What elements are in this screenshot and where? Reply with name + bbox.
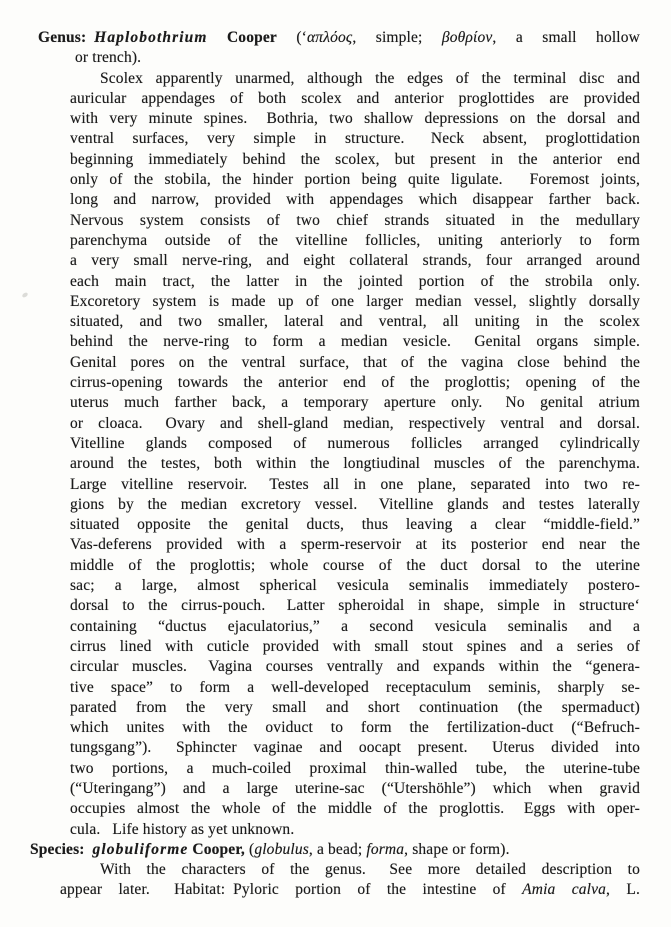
text-segment: circular muscles. Vagina courses ventrally and expands within the “genera-: [70, 658, 640, 676]
text-line: [70, 272, 640, 292]
label-text: Genus:: [38, 29, 95, 46]
text-segment: tungsgang”). Sphincter vaginae and oocapt present. Uterus divided into: [70, 739, 640, 757]
genus-heading-line: [75, 48, 640, 68]
text-segment: cula. Life history as yet unknown.: [70, 820, 295, 838]
text-segment: situated, and two smaller, lateral and ventral, all uniting in the scolex: [70, 313, 640, 331]
text-line: [70, 373, 640, 393]
taxon-name: globuliforme: [92, 840, 189, 858]
text-line: [70, 190, 640, 210]
text-line: [100, 69, 640, 89]
text-segment: cirrus lined with cuticle provided with small stout spines and a series of: [70, 637, 640, 655]
text-segment: auricular appendages of both scolex and anterior proglottides are provided: [70, 89, 640, 107]
text-line: [70, 211, 640, 231]
text-line: [70, 637, 640, 657]
latin-term: Amia calva: [522, 881, 607, 899]
text-segment: Nervous system consists of two chief strands situated in the medullary: [70, 211, 640, 229]
text-segment: or cloaca. Ovary and shell-gland median, respectively ventral and dorsal.: [70, 414, 640, 432]
text-segment: with very minute spines. Bothria, two shallow depressions on the dorsal and: [70, 110, 640, 128]
text-line: [60, 880, 640, 900]
text-segment: a very small nerve-ring, and eight collateral strands, four arranged around: [70, 252, 640, 270]
text-segment: beginning immediately behind the scolex, but present in the anterior end: [70, 150, 640, 168]
text-segment: (‘: [276, 29, 307, 46]
text-line: [70, 475, 640, 495]
greek-term: απλόος: [307, 29, 353, 46]
text-line: [70, 718, 640, 738]
text-segment: appear later. Habitat: Pyloric portion of the intestine of: [60, 881, 523, 899]
text-line: [70, 353, 640, 373]
genus-heading-line: [38, 28, 640, 48]
text-segment: , a bead;: [308, 840, 367, 858]
text-segment: dorsal to the cirrus-pouch. Latter spheroidal in shape, simple in structure‘: [70, 597, 640, 615]
text-segment: or trench).: [75, 49, 142, 67]
text-line: [70, 89, 640, 109]
greek-term: βοθρίον: [441, 29, 493, 46]
text-segment: parenchyma outside of the vitelline follicles, uniting anteriorly to form: [70, 231, 640, 249]
text-line: [70, 576, 640, 596]
text-segment: around the testes, both within the longtiudinal muscles of the parenchyma.: [70, 455, 640, 473]
text-line: [70, 738, 640, 758]
text-line: [70, 109, 640, 129]
text-segment: containing “ductus ejaculatorius,” a second vesicula seminalis and a: [70, 617, 640, 635]
species-heading-line: [30, 840, 640, 860]
text-segment: Genital pores on the ventral surface, that of the vagina close behind the: [70, 353, 640, 371]
text-line: [70, 129, 640, 149]
text-segment: gions by the median excretory vessel. Vitelline glands and testes laterally: [70, 495, 640, 513]
text-line: [70, 779, 640, 799]
text-line: [70, 495, 640, 515]
text-segment: ventral surfaces, very simple in structure. Neck absent, proglottidation: [70, 130, 640, 148]
text-segment: (“Uteringang”) and a large uterine-sac (“Utershöhle”) which when gravid: [70, 779, 640, 797]
text-segment: situated opposite the genital ducts, thus leaving a clear “middle-field.”: [70, 516, 640, 534]
text-segment: only of the stobila, the hinder portion being quite ligulate. Foremost joints,: [70, 171, 640, 189]
text-segment: uterus much farther back, a temporary aperture only. No genital atrium: [70, 394, 640, 412]
text-line: [70, 698, 640, 718]
taxon-name: Haplobothrium: [94, 29, 208, 46]
text-segment: behind the nerve-ring to form a median vesicle. Genital organs simple.: [70, 333, 640, 351]
text-segment: Vitelline glands composed of numerous follicles arranged cylindrically: [70, 434, 640, 452]
text-segment: long and narrow, provided with appendages which disappear farther back.: [70, 191, 640, 209]
text-segment: occupies almost the whole of the middle of the proglottis. Eggs with oper-: [70, 800, 640, 818]
text-line: [70, 393, 640, 413]
text-segment: Excoretory system is made up of one larger median vessel, slightly dorsally: [70, 292, 640, 310]
text-segment: two portions, a much-coiled proximal thin-walled tube, the uterine-tube: [70, 759, 640, 777]
text-segment: With the characters of the genus. See more detailed description to: [100, 861, 640, 879]
text-line: [70, 312, 640, 332]
text-segment: Vas-deferens provided with a sperm-reservoir at its posterior end near the: [70, 536, 640, 554]
text-line: [70, 596, 640, 616]
text-segment: sac; a large, almost spherical vesicula seminalis immediately postero-: [70, 577, 640, 595]
text-line: [70, 515, 640, 535]
text-line: [70, 292, 640, 312]
text-line: [70, 678, 640, 698]
text-line: [70, 251, 640, 271]
text-line: [70, 231, 640, 251]
text-segment: middle of the proglottis; whole course of the duct dorsal to the uterine: [70, 556, 640, 574]
text-line: [70, 556, 640, 576]
text-segment: tive space” to form a well-developed receptaculum seminis, sharply se-: [70, 678, 640, 696]
latin-term: forma: [366, 840, 405, 858]
text-line: [70, 617, 640, 637]
text-line: [70, 759, 640, 779]
text-line: [100, 860, 640, 880]
text-segment: (: [244, 840, 255, 858]
text-line: [70, 414, 640, 434]
latin-term: globulus: [254, 840, 309, 858]
text-segment: , simple;: [352, 29, 442, 46]
text-line: [70, 150, 640, 170]
text-segment: Scolex apparently unarmed, although the edges of the terminal disc and: [100, 69, 640, 87]
text-segment: Large vitelline reservoir. Testes all in one plane, separated into two re-: [70, 475, 640, 493]
text-segment: parated from the very small and short continuation (the spermaduct): [70, 698, 640, 716]
text-segment: which unites with the oviduct to form the fertilization-duct (“Befruch-: [70, 719, 640, 737]
text-line: [70, 434, 640, 454]
text-line: [70, 170, 640, 190]
text-segment: , a small hollow: [492, 29, 640, 46]
label-text: Cooper,: [188, 840, 245, 858]
text-line: [70, 820, 640, 840]
text-line: [70, 535, 640, 555]
label-text: Cooper: [207, 29, 277, 46]
text-segment: each main tract, the latter in the jointed portion of the strobila only.: [70, 272, 640, 290]
text-segment: cirrus-opening towards the anterior end of the proglottis; opening of the: [70, 374, 640, 392]
text-segment: , L.: [606, 881, 640, 899]
label-text: Species:: [30, 840, 93, 858]
text-line: [70, 657, 640, 677]
text-line: [70, 332, 640, 352]
text-segment: , shape or form).: [404, 840, 510, 858]
text-line: [70, 799, 640, 819]
text-line: [70, 454, 640, 474]
